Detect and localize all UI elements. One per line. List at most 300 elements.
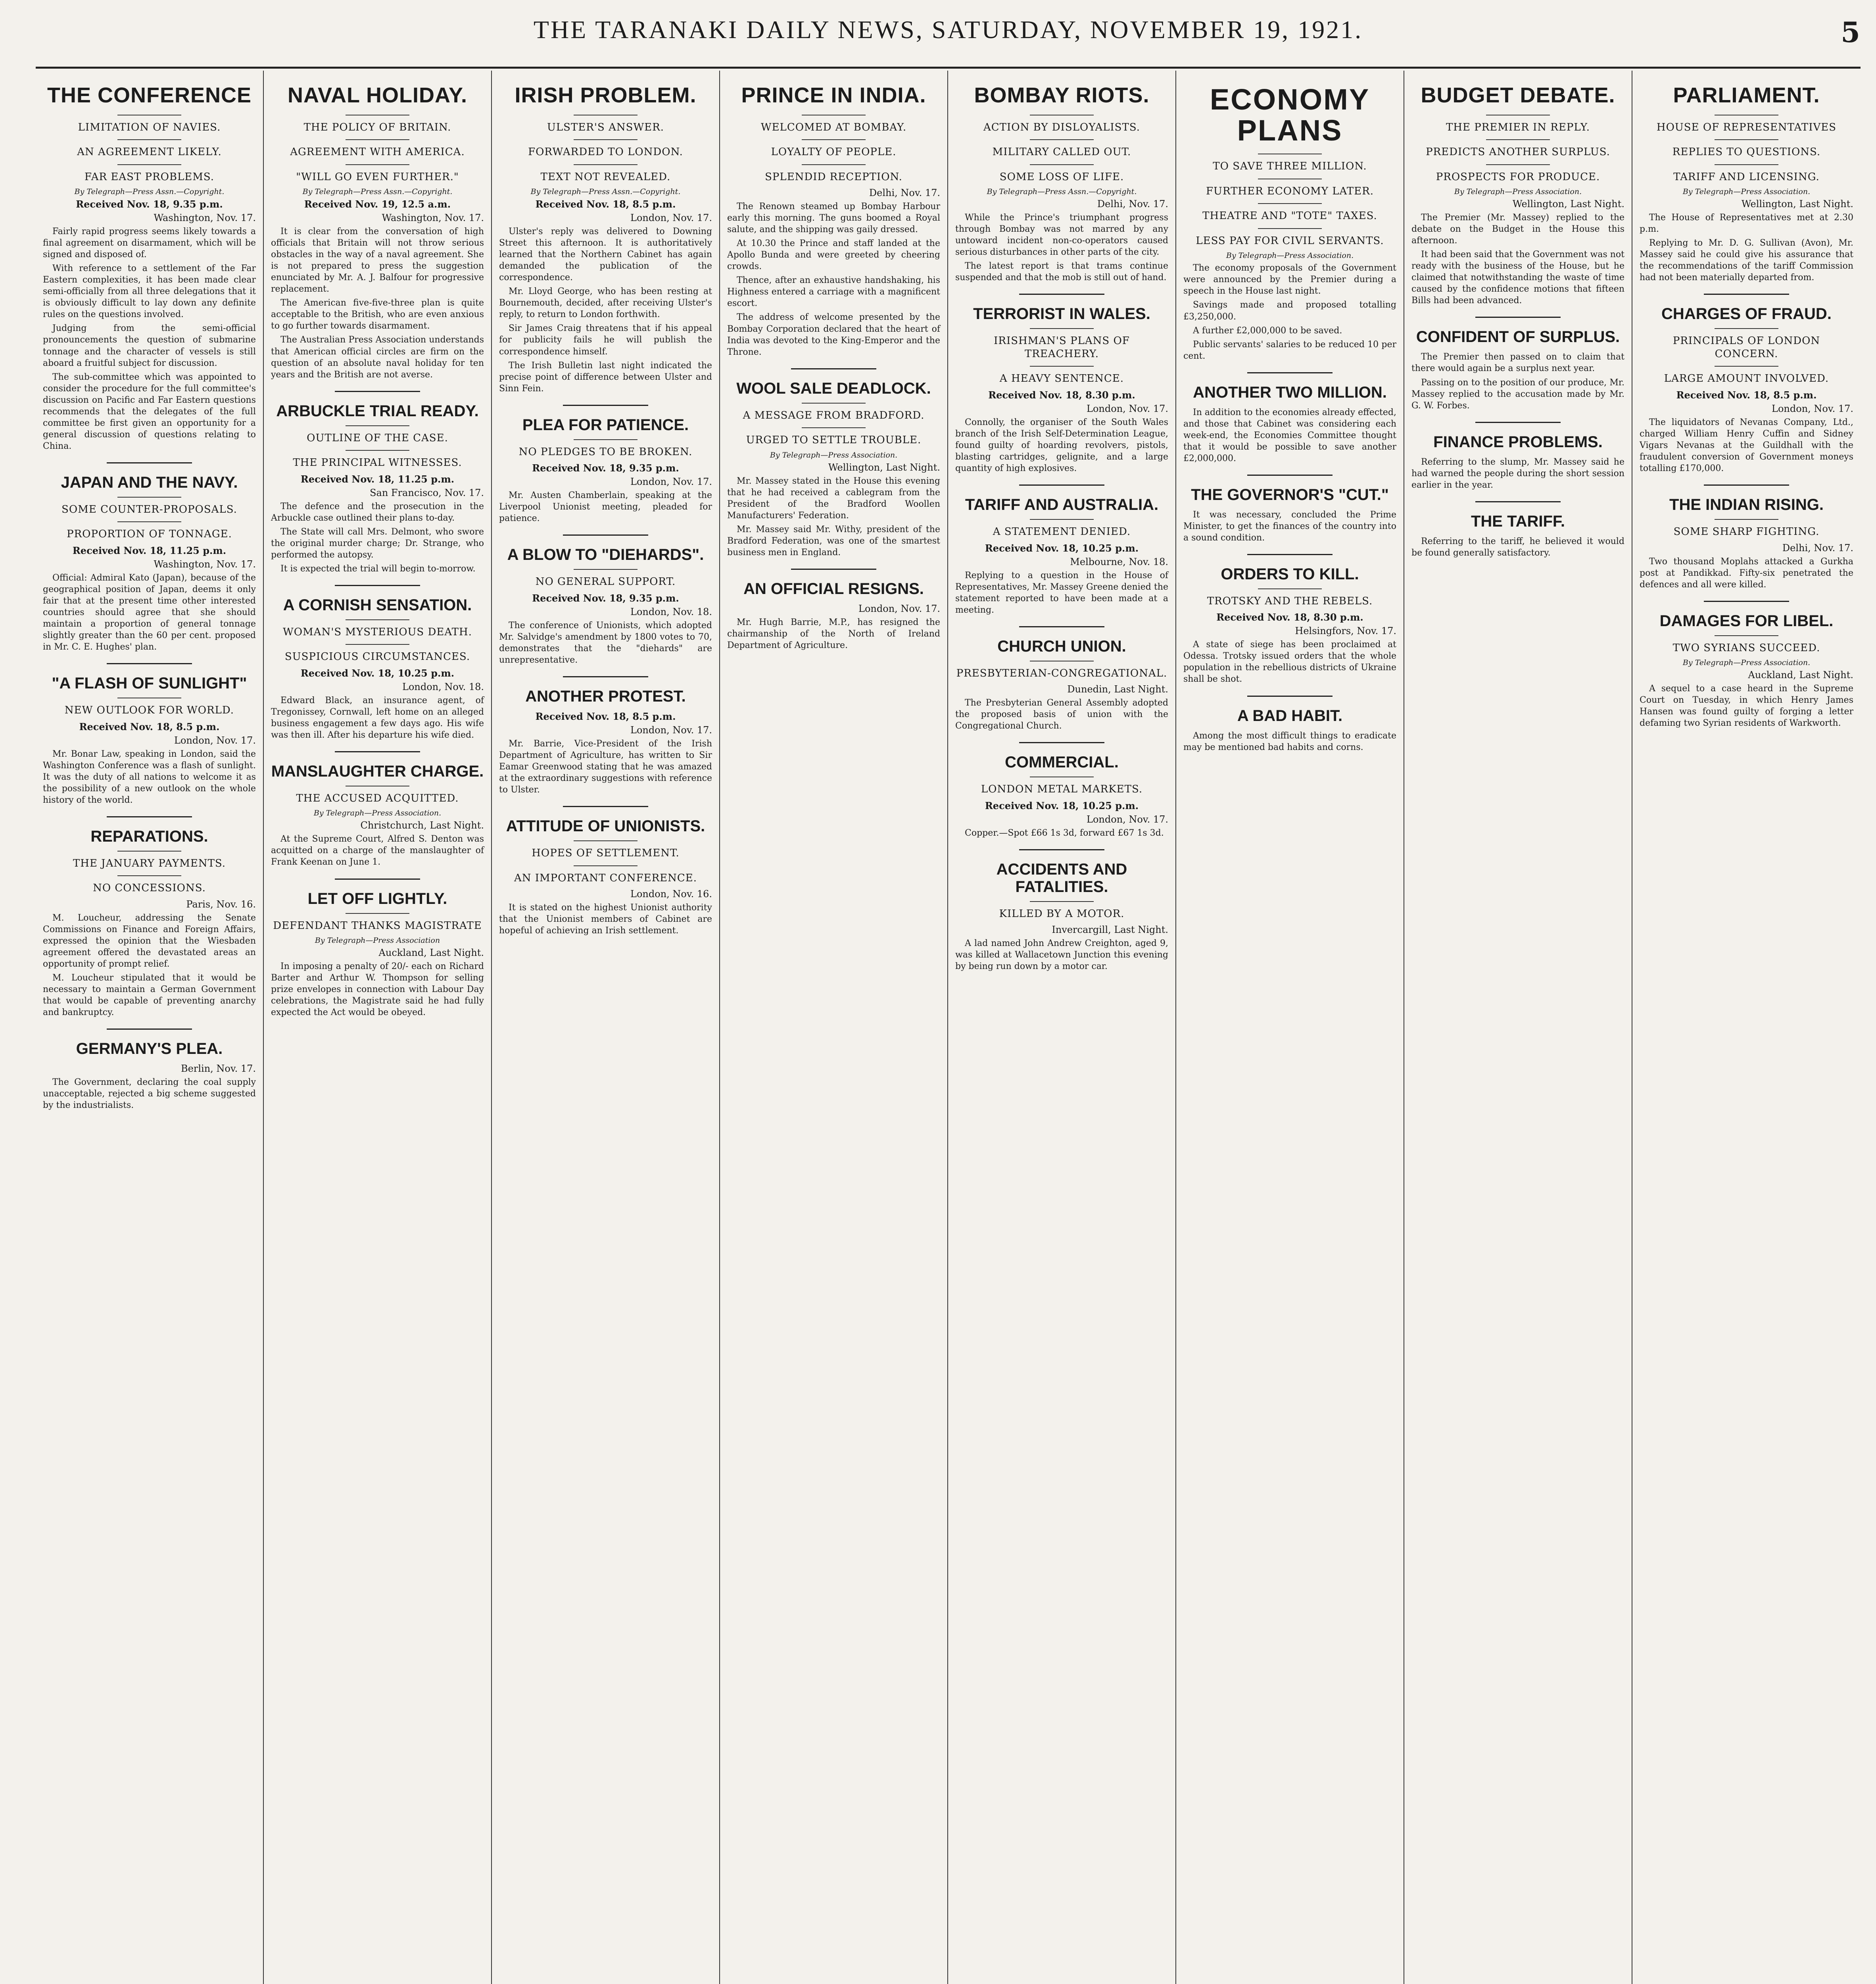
- article-paragraph: At 10.30 the Prince and staff landed at the Apollo Bunda and were greeted by cheering crowds.: [727, 238, 940, 272]
- article-received: Received Nov. 18, 8.5 p.m.: [535, 710, 676, 722]
- article-received: Received Nov. 18, 8.5 p.m.: [535, 198, 676, 210]
- article-paragraph: The latest report is that trams continue suspended and that the mob is still out of hand.: [955, 261, 1168, 283]
- article-paragraph: It had been said that the Government was not ready with the business of the House, but he claimed that notwithstanding the waste of time caused by the confidence motions that fifteen Bills had been advanced.: [1411, 250, 1624, 306]
- article-paragraph: Replying to a question in the House of Representatives, Mr. Massey Greene denied the statement reported to have been made at a meeting.: [955, 570, 1168, 615]
- article-headline: PARLIAMENT.: [1673, 83, 1820, 107]
- article-subhead: NO CONCESSIONS.: [93, 882, 206, 894]
- article-received: Received Nov. 18, 10.25 p.m.: [985, 542, 1139, 554]
- article-paragraph: A lad named John Andrew Creighton, aged 9, was killed at Wallacetown Junction this evening by being run down by a motor car.: [955, 938, 1168, 972]
- article-paragraph: The liquidators of Nevanas Company, Ltd., charged William Henry Cuffin and Sidney Vigars Nevanas at the Guildhall with the fraudulent conversion of Government moneys totalling £170,000.: [1640, 417, 1853, 473]
- article-subhead: OUTLINE OF THE CASE.: [307, 432, 448, 444]
- subhead-rule: [1030, 519, 1094, 520]
- article-subhead: WOMAN'S MYSTERIOUS DEATH.: [283, 626, 472, 638]
- newspaper-columns: [36, 71, 1861, 1984]
- article-paragraph: The Renown steamed up Bombay Harbour early this morning. The guns boomed a Royal salute, and the shipping was gaily dressed.: [727, 202, 940, 235]
- article-dateline: Wellington, Last Night.: [828, 461, 940, 473]
- subhead-rule: [1030, 328, 1094, 329]
- article-headline: ARBUCKLE TRIAL READY.: [276, 402, 479, 420]
- article-paragraph: The Irish Bulletin last night indicated the precise point of difference between Ulster and Sinn Fein.: [499, 360, 712, 394]
- subhead-rule: [346, 619, 409, 620]
- article-dateline: London, Nov. 18.: [630, 606, 712, 617]
- article-separator: [1704, 601, 1790, 602]
- article-subhead: ULSTER'S ANSWER.: [547, 121, 664, 133]
- article-paragraph: The Premier then passed on to claim that there would again be a surplus next year.: [1411, 352, 1624, 374]
- article-subhead: TO SAVE THREE MILLION.: [1213, 160, 1367, 173]
- masthead-title: THE TARANAKI DAILY NEWS, SATURDAY, NOVEMBER 19, 1921.: [533, 15, 1363, 44]
- article-paragraph: Mr. Barrie, Vice-President of the Irish Department of Agriculture, has written to Sir Eamar Greenwood stating that he was amazed at the extraordinary suggestions with reference to Ulster.: [499, 738, 712, 795]
- article: [1640, 84, 1853, 283]
- article-dateline: London, Nov. 17.: [858, 603, 940, 614]
- subhead-rule: [1258, 203, 1322, 204]
- article-subhead: FAR EAST PROBLEMS.: [84, 171, 215, 183]
- article-subhead: NEW OUTLOOK FOR WORLD.: [64, 704, 234, 716]
- article-subhead: KILLED BY A MOTOR.: [999, 907, 1125, 920]
- article-separator: [1019, 849, 1104, 850]
- article-subhead: URGED TO SETTLE TROUBLE.: [746, 434, 922, 446]
- subhead-rule: [1030, 164, 1094, 165]
- article-subhead: AN AGREEMENT LIKELY.: [77, 146, 222, 158]
- article-paragraph: While the Prince's triumphant progress through Bombay was not marred by any untoward incident non-co-operators caused serious disturbances in other parts of the city.: [955, 213, 1168, 258]
- subhead-rule: [1486, 139, 1550, 140]
- article-received: Received Nov. 18, 11.25 p.m.: [300, 473, 455, 485]
- column-7: [1404, 71, 1632, 1984]
- subhead-rule: [574, 439, 637, 440]
- article-received: Received Nov. 18, 8.5 p.m.: [1676, 389, 1817, 401]
- article: [499, 806, 712, 936]
- article-received: Received Nov. 18, 9.35 p.m.: [532, 592, 679, 604]
- article-paragraph: A state of siege has been proclaimed at Odessa. Trotsky issued orders that the whole population in the rebellious districts of Ukraine shall be shot.: [1183, 640, 1396, 684]
- article-subhead: LARGE AMOUNT INVOLVED.: [1664, 373, 1829, 385]
- article-subhead: A MESSAGE FROM BRADFORD.: [743, 409, 925, 421]
- article-received: Received Nov. 18, 10.25 p.m.: [985, 800, 1139, 811]
- article: [1183, 372, 1396, 464]
- article: [955, 849, 1168, 973]
- subhead-rule: [1030, 366, 1094, 367]
- article: [1411, 317, 1624, 411]
- article-credit: By Telegraph—Press Association.: [770, 450, 898, 459]
- article-dateline: Washington, Nov. 17.: [154, 212, 256, 224]
- article-headline: AN OFFICIAL RESIGNS.: [743, 580, 924, 598]
- subhead-rule: [117, 139, 181, 140]
- article-subhead: TEXT NOT REVEALED.: [540, 171, 671, 183]
- article-separator: [791, 368, 876, 369]
- column-1: [36, 71, 264, 1984]
- subhead-rule: [574, 840, 637, 841]
- subhead-rule: [346, 164, 409, 165]
- article-dateline: Auckland, Last Night.: [1748, 669, 1853, 681]
- article-paragraph: In addition to the economies already effected, and those that Cabinet was considering each week-end, the Economies Committee thought that it would be possible to save another £2,000,000.: [1183, 407, 1396, 463]
- article-paragraph: The economy proposals of the Government were announced by the Premier during a speech in the House last night.: [1183, 263, 1396, 296]
- article: [271, 391, 484, 575]
- article-subhead: NO GENERAL SUPPORT.: [535, 576, 676, 588]
- article-dateline: Christchurch, Last Night.: [360, 820, 484, 831]
- column-6: [1176, 71, 1404, 1984]
- article-subhead: AGREEMENT WITH AMERICA.: [290, 146, 465, 158]
- article: [1640, 484, 1853, 590]
- article-paragraph: Mr. Bonar Law, speaking in London, said the Washington Conference was a flash of sunlight. It was the duty of all nations to welcome it as the possibility of a new outlook on the whole history of the world.: [43, 749, 256, 805]
- article-subhead: THE ACCUSED ACQUITTED.: [296, 792, 459, 804]
- column-8: [1632, 71, 1861, 1984]
- article-credit: By Telegraph—Press Assn.—Copyright.: [302, 187, 453, 196]
- article-paragraph: Mr. Hugh Barrie, M.P., has resigned the chairmanship of the North of Ireland Department of Agriculture.: [727, 617, 940, 650]
- article-separator: [107, 1029, 192, 1030]
- subhead-rule: [346, 139, 409, 140]
- article-paragraph: Public servants' salaries to be reduced 10 per cent.: [1183, 339, 1396, 361]
- article-separator: [1247, 475, 1333, 476]
- article-subhead: ACTION BY DISLOYALISTS.: [983, 121, 1140, 133]
- article: [1640, 601, 1853, 729]
- subhead-rule: [574, 164, 637, 165]
- subhead-rule: [1486, 164, 1550, 165]
- article-paragraph: In imposing a penalty of 20/- each on Richard Barter and Arthur W. Thompson for selling prize envelopes in connection with Labour Day celebrations, the Magistrate said he had fully expected the Act would be obeyed.: [271, 961, 484, 1018]
- article: [43, 816, 256, 1018]
- column-3: [492, 71, 720, 1984]
- subhead-rule: [574, 139, 637, 140]
- article-headline: TARIFF AND AUSTRALIA.: [965, 496, 1159, 514]
- subhead-rule: [1715, 635, 1779, 636]
- subhead-rule: [1030, 901, 1094, 902]
- article-paragraph: The State will call Mrs. Delmont, who swore the original murder charge; Dr. Strange, who performed the autopsy.: [271, 527, 484, 560]
- article-separator: [563, 806, 648, 807]
- article-headline: BOMBAY RIOTS.: [974, 83, 1150, 107]
- article: [43, 84, 256, 452]
- article-headline: CHARGES OF FRAUD.: [1661, 305, 1832, 323]
- subhead-rule: [117, 497, 181, 498]
- article-paragraph: The Government, declaring the coal supply unacceptable, rejected a big scheme suggested by the industrialists.: [43, 1077, 256, 1110]
- article: [1183, 475, 1396, 544]
- article-dateline: Wellington, Last Night.: [1741, 198, 1853, 210]
- article-paragraph: The address of welcome presented by the Bombay Corporation declared that the heart of India was devoted to the King-Emperor and the Throne.: [727, 312, 940, 357]
- article-headline: FINANCE PROBLEMS.: [1433, 433, 1603, 451]
- article-paragraph: Ulster's reply was delivered to Downing Street this afternoon. It is authoritatively learned that the Northern Cabinet has again demanded the publication of the correspondence.: [499, 227, 712, 283]
- article-subhead: FURTHER ECONOMY LATER.: [1206, 185, 1374, 197]
- article-dateline: London, Nov. 17.: [1772, 403, 1853, 414]
- article-subhead: THE PREMIER IN REPLY.: [1446, 121, 1590, 133]
- article-dateline: San Francisco, Nov. 17.: [370, 487, 484, 498]
- article-separator: [335, 391, 420, 392]
- article-headline: LET OFF LIGHTLY.: [307, 890, 447, 907]
- article-subhead: IRISHMAN'S PLANS OF TREACHERY.: [994, 335, 1130, 360]
- article-headline: THE INDIAN RISING.: [1669, 496, 1824, 514]
- article-paragraph: Fairly rapid progress seems likely towards a final agreement on disarmament, which will be signed and disposed of.: [43, 227, 256, 260]
- article-headline: TERRORIST IN WALES.: [973, 305, 1150, 323]
- article: [955, 626, 1168, 732]
- article-headline: A BAD HABIT.: [1237, 707, 1343, 725]
- article: [727, 84, 940, 358]
- article-subhead: SOME COUNTER-PROPOSALS.: [61, 503, 237, 515]
- article-subhead: PREDICTS ANOTHER SURPLUS.: [1426, 146, 1610, 158]
- article-subhead: SOME LOSS OF LIFE.: [999, 171, 1124, 183]
- article-received: Received Nov. 18, 11.25 p.m.: [72, 544, 227, 556]
- article-headline: WOOL SALE DEADLOCK.: [736, 379, 931, 397]
- article-received: Received Nov. 18, 8.30 p.m.: [1216, 611, 1363, 623]
- article-subhead: THE POLICY OF BRITAIN.: [303, 121, 451, 133]
- article-separator: [107, 663, 192, 664]
- article: [955, 484, 1168, 616]
- article-subhead: HOPES OF SETTLEMENT.: [532, 847, 680, 859]
- article-subhead: A STATEMENT DENIED.: [993, 526, 1131, 538]
- article-subhead: A HEAVY SENTENCE.: [999, 373, 1124, 385]
- article: [955, 84, 1168, 283]
- article-paragraph: M. Loucheur stipulated that it would be necessary to maintain a German Government that would be capable of preventing anarchy and bankruptcy.: [43, 973, 256, 1017]
- article-dateline: Helsingfors, Nov. 17.: [1295, 625, 1396, 637]
- article-received: Received Nov. 19, 12.5 a.m.: [304, 198, 451, 210]
- article-subhead: PRINCIPALS OF LONDON CONCERN.: [1672, 335, 1820, 360]
- article-headline: ANOTHER PROTEST.: [525, 687, 686, 705]
- article-paragraph: Replying to Mr. D. G. Sullivan (Avon), Mr. Massey said he could give his assurance that the recommendations of the tariff Commission had not been materially departed from.: [1640, 238, 1853, 283]
- article-headline: REPARATIONS.: [90, 827, 208, 845]
- article-paragraph: Copper.—Spot £66 1s 3d, forward £67 1s 3d.: [965, 828, 1164, 838]
- article-credit: By Telegraph—Press Assn.—Copyright.: [987, 187, 1137, 196]
- article: [1183, 554, 1396, 685]
- article-paragraph: Two thousand Moplahs attacked a Gurkha post at Pandikkad. Fifty-six penetrated the defences and all were killed.: [1640, 556, 1853, 590]
- column-5: [948, 71, 1176, 1984]
- article-paragraph: Mr. Massey said Mr. Withy, president of the Bradford Federation, was one of the smartest business men in England.: [727, 524, 940, 558]
- article-dateline: Berlin, Nov. 17.: [181, 1063, 256, 1074]
- article-credit: By Telegraph—Press Association.: [1682, 187, 1811, 196]
- article-paragraph: The Presbyterian General Assembly adopted the proposed basis of union with the Congregational Church.: [955, 698, 1168, 731]
- article: [955, 742, 1168, 839]
- article-separator: [107, 816, 192, 817]
- article-paragraph: Mr. Massey stated in the House this evening that he had received a cablegram from the President of the Bradford Woollen Manufacturers' Federation.: [727, 476, 940, 521]
- article-paragraph: It is expected the trial will begin to-morrow.: [280, 563, 476, 574]
- article-headline: BUDGET DEBATE.: [1421, 83, 1615, 107]
- article: [271, 751, 484, 868]
- article-subhead: SOME SHARP FIGHTING.: [1673, 526, 1820, 538]
- article-paragraph: Edward Black, an insurance agent, of Tregonissey, Cornwall, left home on an alleged business engagement a few days ago. His wife was then ill. After his departure his wife died.: [271, 695, 484, 740]
- article-headline: A CORNISH SENSATION.: [283, 596, 472, 614]
- article-credit: By Telegraph—Press Association.: [1226, 251, 1354, 260]
- article-dateline: Delhi, Nov. 17.: [1097, 198, 1168, 210]
- article-credit: By Telegraph—Press Assn.—Copyright.: [530, 187, 681, 196]
- article-paragraph: Referring to the tariff, he believed it would be found generally satisfactory.: [1411, 536, 1624, 558]
- article-headline: ACCIDENTS AND FATALITIES.: [996, 860, 1127, 896]
- article-subhead: PROPORTION OF TONNAGE.: [67, 528, 232, 540]
- article-paragraph: A further £2,000,000 to be saved.: [1193, 325, 1342, 336]
- subhead-rule: [802, 139, 866, 140]
- subhead-rule: [1715, 164, 1779, 165]
- column-4: [720, 71, 948, 1984]
- article: [43, 1029, 256, 1111]
- article-credit: By Telegraph—Press Association.: [1682, 658, 1811, 667]
- article-subhead: MILITARY CALLED OUT.: [992, 146, 1131, 158]
- article-subhead: WELCOMED AT BOMBAY.: [760, 121, 907, 133]
- article-paragraph: Among the most difficult things to eradicate may be mentioned bad habits and corns.: [1183, 731, 1396, 752]
- article: [271, 84, 484, 381]
- article-paragraph: Passing on to the position of our produce, Mr. Massey replied to the accusation made by Mr. G. W. Forbes.: [1411, 377, 1624, 411]
- article-paragraph: The Australian Press Association understands that American official circles are firm on the question of an absolute naval holiday for ten years and the British are not averse.: [271, 335, 484, 380]
- article-paragraph: Connolly, the organiser of the South Wales branch of the Irish Self-Determination League, found guilty of hoarding revolvers, pistols, blasting cartridges, gelignite, and a large quantity of high explosives.: [955, 417, 1168, 473]
- subhead-rule: [117, 875, 181, 876]
- article-separator: [1475, 317, 1561, 318]
- subhead-rule: [346, 913, 409, 914]
- article-headline: THE CONFERENCE: [47, 83, 252, 107]
- article-separator: [1019, 742, 1104, 743]
- article-headline: MANSLAUGHTER CHARGE.: [271, 762, 484, 780]
- page-number: 5: [1841, 16, 1860, 49]
- article-headline: CONFIDENT OF SURPLUS.: [1416, 328, 1620, 346]
- article-headline: ATTITUDE OF UNIONISTS.: [506, 817, 705, 835]
- article-paragraph: It was necessary, concluded the Prime Minister, to get the finances of the country into a sound condition.: [1183, 509, 1396, 543]
- article-dateline: London, Nov. 17.: [630, 212, 712, 224]
- article-headline: THE GOVERNOR'S "CUT.": [1191, 486, 1389, 504]
- article-separator: [563, 676, 648, 677]
- article-paragraph: Mr. Austen Chamberlain, speaking at the Liverpool Unionist meeting, pleaded for patience.: [499, 490, 712, 524]
- article-paragraph: The defence and the prosecution in the Arbuckle case outlined their plans to-day.: [271, 501, 484, 523]
- article-subhead: SUSPICIOUS CIRCUMSTANCES.: [284, 651, 470, 663]
- article-headline: THE TARIFF.: [1471, 512, 1565, 530]
- article-subhead: LIMITATION OF NAVIES.: [78, 121, 221, 133]
- article-paragraph: With reference to a settlement of the Far Eastern complexities, it has been made clear semi-officially from all three delegations that it is obviously difficult to lay down any definite rules on the questions involved.: [43, 263, 256, 320]
- subhead-rule: [802, 164, 866, 165]
- article: [1411, 84, 1624, 306]
- article-separator: [1019, 294, 1104, 295]
- article: [499, 84, 712, 394]
- article-headline: PLEA FOR PATIENCE.: [522, 416, 689, 434]
- article-paragraph: Judging from the semi-official pronouncements the question of submarine tonnage and the character of vessels is still aboard a fruitful subject for discussion.: [43, 323, 256, 368]
- article-paragraph: The conference of Unionists, which adopted Mr. Salvidge's amendment by 1800 votes to 70, demonstrates that the "diehards" are unrepresentative.: [499, 620, 712, 665]
- article-subhead: THE JANUARY PAYMENTS.: [73, 857, 226, 869]
- article: [727, 368, 940, 558]
- article-separator: [1475, 422, 1561, 423]
- article-paragraph: The House of Representatives met at 2.30 p.m.: [1640, 213, 1853, 235]
- article: [1640, 294, 1853, 474]
- article: [271, 585, 484, 741]
- article-received: Received Nov. 18, 8.30 p.m.: [988, 389, 1135, 401]
- article-received: Received Nov. 18, 8.5 p.m.: [79, 721, 220, 732]
- article-subhead: LESS PAY FOR CIVIL SERVANTS.: [1196, 235, 1384, 247]
- article: [1411, 501, 1624, 559]
- article-headline: JAPAN AND THE NAVY.: [61, 473, 238, 491]
- article-credit: By Telegraph—Press Assn.—Copyright.: [74, 187, 225, 196]
- article-separator: [1704, 294, 1790, 295]
- article-separator: [791, 569, 876, 570]
- article-headline: DAMAGES FOR LIBEL.: [1659, 612, 1834, 630]
- article-headline: ECONOMY PLANS: [1210, 83, 1370, 147]
- article-headline: IRISH PROBLEM.: [515, 83, 697, 107]
- article-separator: [335, 879, 420, 880]
- article-subhead: THE PRINCIPAL WITNESSES.: [293, 457, 462, 469]
- article: [43, 663, 256, 806]
- article-dateline: Delhi, Nov. 17.: [869, 187, 940, 199]
- article-subhead: PROSPECTS FOR PRODUCE.: [1436, 171, 1600, 183]
- article-dateline: London, Nov. 17.: [1087, 403, 1168, 414]
- article-separator: [107, 462, 192, 463]
- article-headline: GERMANY'S PLEA.: [76, 1040, 223, 1057]
- subhead-rule: [1030, 139, 1094, 140]
- article-subhead: TWO SYRIANS SUCCEED.: [1672, 642, 1820, 654]
- article-dateline: Delhi, Nov. 17.: [1782, 542, 1853, 554]
- subhead-rule: [1258, 588, 1322, 589]
- subhead-rule: [117, 521, 181, 522]
- subhead-rule: [1715, 519, 1779, 520]
- article: [955, 294, 1168, 474]
- article-paragraph: The Premier (Mr. Massey) replied to the debate on the Budget in the House this afternoon.: [1411, 213, 1624, 246]
- subhead-rule: [346, 450, 409, 451]
- article-headline: PRINCE IN INDIA.: [741, 83, 926, 107]
- article-subhead: THEATRE AND "TOTE" TAXES.: [1202, 210, 1377, 222]
- masthead-rule: [36, 67, 1861, 69]
- article-headline: A BLOW TO "DIEHARDS".: [507, 546, 704, 564]
- article-dateline: Auckland, Last Night.: [378, 947, 484, 958]
- article-subhead: DEFENDANT THANKS MAGISTRATE: [273, 919, 482, 932]
- article-paragraph: It is clear from the conversation of high officials that Britain will not throw serious obstacles in the way of a naval agreement. She is not prepared to press the suggestion enunciated by Mr. A. J. Balfour for progressive replacement.: [271, 227, 484, 294]
- subhead-rule: [346, 644, 409, 645]
- article-dateline: London, Nov. 17.: [630, 476, 712, 488]
- article-headline: CHURCH UNION.: [997, 637, 1126, 655]
- article-subhead: LONDON METAL MARKETS.: [981, 783, 1143, 796]
- article-paragraph: Thence, after an exhaustive handshaking, his Highness entered a carriage with a magnificent escort.: [727, 275, 940, 309]
- article-separator: [1019, 626, 1104, 627]
- article-paragraph: Savings made and proposed totalling £3,250,000.: [1183, 300, 1396, 322]
- subhead-rule: [117, 851, 181, 852]
- subhead-rule: [117, 164, 181, 165]
- article-separator: [335, 585, 420, 586]
- masthead: [36, 0, 1861, 60]
- subhead-rule: [574, 569, 637, 570]
- article: [1183, 84, 1396, 362]
- column-2: [264, 71, 492, 1984]
- article-paragraph: The American five-five-three plan is quite acceptable to the British, who are even anxious to go further towards disarmament.: [271, 298, 484, 331]
- article-paragraph: Referring to the slump, Mr. Massey said he had warned the people during the short session earlier in the year.: [1411, 457, 1624, 490]
- article-dateline: Wellington, Last Night.: [1512, 198, 1624, 210]
- subhead-rule: [1715, 139, 1779, 140]
- article-paragraph: At the Supreme Court, Alfred S. Denton was acquitted on a charge of the manslaughter of Frank Keenan on June 1.: [271, 834, 484, 867]
- article-dateline: Dunedin, Last Night.: [1067, 684, 1168, 695]
- subhead-rule: [802, 403, 866, 404]
- article-dateline: London, Nov. 18.: [402, 681, 484, 692]
- article-paragraph: M. Loucheur, addressing the Senate Commissions on Finance and Foreign Affairs, expressed the opinion that the Wiesbaden agreement offered the devastated areas an opportunity of prompt relief.: [43, 913, 256, 969]
- article-received: Received Nov. 18, 9.35 p.m.: [76, 198, 223, 210]
- article-subhead: NO PLEDGES TO BE BROKEN.: [518, 446, 693, 458]
- subhead-rule: [802, 427, 866, 428]
- subhead-rule: [1715, 366, 1779, 367]
- article-subhead: PRESBYTERIAN-CONGREGATIONAL.: [956, 667, 1167, 679]
- subhead-rule: [1715, 328, 1779, 329]
- article-subhead: TROTSKY AND THE REBELS.: [1207, 595, 1373, 607]
- article-subhead: LOYALTY OF PEOPLE.: [771, 146, 897, 158]
- article-subhead: HOUSE OF REPRESENTATIVES: [1656, 121, 1837, 133]
- article-dateline: London, Nov. 17.: [1087, 813, 1168, 825]
- article-dateline: London, Nov. 17.: [630, 724, 712, 736]
- article-separator: [1247, 696, 1333, 697]
- article-dateline: Paris, Nov. 16.: [186, 898, 256, 910]
- article: [727, 569, 940, 651]
- article: [43, 462, 256, 653]
- article-received: Received Nov. 18, 10.25 p.m.: [300, 667, 455, 679]
- article: [499, 405, 712, 525]
- article-dateline: Melbourne, Nov. 18.: [1070, 556, 1168, 567]
- article-subhead: AN IMPORTANT CONFERENCE.: [514, 872, 697, 884]
- article-dateline: Invercargill, Last Night.: [1052, 924, 1168, 936]
- article-subhead: REPLIES TO QUESTIONS.: [1672, 146, 1821, 158]
- article-separator: [1247, 554, 1333, 555]
- article-headline: "A FLASH OF SUNLIGHT": [52, 675, 247, 692]
- article-paragraph: It is stated on the highest Unionist authority that the Unionist members of Cabinet are hopeful of achieving an Irish settlement.: [499, 903, 712, 936]
- article-subhead: FORWARDED TO LONDON.: [528, 146, 683, 158]
- article-headline: NAVAL HOLIDAY.: [287, 83, 468, 107]
- article-paragraph: Mr. Lloyd George, who has been resting at Bournemouth, decided, after receiving Ulster's reply, to return to London forthwith.: [499, 286, 712, 320]
- article-dateline: Washington, Nov. 17.: [382, 212, 484, 224]
- article-paragraph: A sequel to a case heard in the Supreme Court on Tuesday, in which Henry James Hansen was found guilty of forging a letter defaming two Syrian residents of Warkworth.: [1640, 684, 1853, 729]
- subhead-rule: [574, 865, 637, 866]
- article: [271, 879, 484, 1019]
- article-subhead: "WILL GO EVEN FURTHER.": [296, 171, 459, 183]
- article-separator: [563, 534, 648, 536]
- article-separator: [563, 405, 648, 406]
- article-credit: By Telegraph—Press Association: [315, 936, 440, 945]
- article: [499, 534, 712, 666]
